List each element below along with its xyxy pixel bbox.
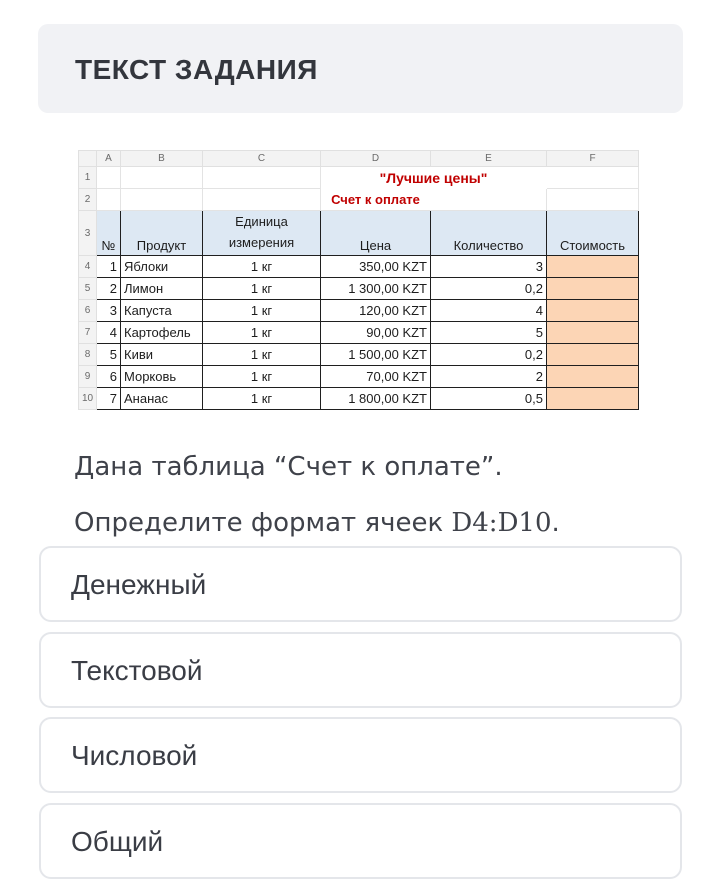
sheet-title: "Лучшие цены" bbox=[379, 169, 488, 186]
column-header-e: E bbox=[431, 151, 547, 167]
table-row bbox=[79, 256, 639, 278]
cell-cost bbox=[547, 278, 639, 300]
cell-number: 4 bbox=[97, 322, 121, 344]
row-number: 5 bbox=[79, 278, 97, 300]
answer-option-number[interactable] bbox=[39, 717, 682, 793]
spreadsheet-image bbox=[78, 150, 638, 414]
cell-product: Капуста bbox=[121, 300, 203, 322]
answer-option-label: Денежный bbox=[71, 569, 207, 600]
cell-unit: 1 кг bbox=[203, 344, 321, 366]
header-unit: Единица измерения bbox=[203, 211, 321, 256]
cell-cost bbox=[547, 300, 639, 322]
cell-price: 120,00 KZT bbox=[321, 300, 431, 322]
cell-quantity: 5 bbox=[431, 322, 547, 344]
cell-quantity: 0,5 bbox=[431, 388, 547, 410]
corner-cell bbox=[79, 151, 97, 167]
cell-range-reference: D4:D10 bbox=[451, 508, 552, 538]
cell-quantity: 3 bbox=[431, 256, 547, 278]
cell-quantity: 0,2 bbox=[431, 344, 547, 366]
cell-cost bbox=[547, 344, 639, 366]
question-line-1: Дана таблица “Счет к оплате”. bbox=[74, 452, 503, 482]
cell-unit: 1 кг bbox=[203, 388, 321, 410]
cell-number: 5 bbox=[97, 344, 121, 366]
cell-unit: 1 кг bbox=[203, 300, 321, 322]
answer-option-currency[interactable] bbox=[39, 546, 682, 622]
row-number: 3 bbox=[79, 211, 97, 256]
column-header-a: A bbox=[97, 151, 121, 167]
cell-number: 3 bbox=[97, 300, 121, 322]
table-header-row bbox=[79, 211, 639, 256]
cell-unit: 1 кг bbox=[203, 366, 321, 388]
cell-unit: 1 кг bbox=[203, 278, 321, 300]
header-quantity: Количество bbox=[431, 211, 547, 256]
sheet-row-2 bbox=[79, 189, 639, 211]
table-row bbox=[79, 300, 639, 322]
cell-price: 90,00 KZT bbox=[321, 322, 431, 344]
row-number: 7 bbox=[79, 322, 97, 344]
cell-quantity: 4 bbox=[431, 300, 547, 322]
cell-product: Картофель bbox=[121, 322, 203, 344]
cell-quantity: 0,2 bbox=[431, 278, 547, 300]
cell-product: Морковь bbox=[121, 366, 203, 388]
question-line-2 bbox=[74, 508, 560, 538]
question-suffix: . bbox=[551, 508, 560, 538]
cell-cost bbox=[547, 256, 639, 278]
question-prefix: Определите формат ячеек bbox=[74, 508, 452, 538]
column-header-b: B bbox=[121, 151, 203, 167]
cell-quantity: 2 bbox=[431, 366, 547, 388]
table-row bbox=[79, 366, 639, 388]
cell-price: 1 800,00 KZT bbox=[321, 388, 431, 410]
cell-number: 1 bbox=[97, 256, 121, 278]
row-number: 6 bbox=[79, 300, 97, 322]
answer-option-general[interactable] bbox=[39, 803, 682, 879]
column-header-f: F bbox=[547, 151, 639, 167]
header-price: Цена bbox=[321, 211, 431, 256]
cell-unit: 1 кг bbox=[203, 322, 321, 344]
cell-price: 1 500,00 KZT bbox=[321, 344, 431, 366]
cell-product: Лимон bbox=[121, 278, 203, 300]
answer-option-label: Общий bbox=[71, 826, 164, 857]
cell-number: 6 bbox=[97, 366, 121, 388]
column-header-row bbox=[79, 151, 639, 167]
header-cost: Стоимость bbox=[547, 211, 639, 256]
cell-number: 7 bbox=[97, 388, 121, 410]
cell-price: 70,00 KZT bbox=[321, 366, 431, 388]
cell-product: Яблоки bbox=[121, 256, 203, 278]
column-header-c: C bbox=[203, 151, 321, 167]
answer-option-label: Числовой bbox=[71, 740, 198, 771]
sheet-row-1 bbox=[79, 167, 639, 189]
cell-cost bbox=[547, 388, 639, 410]
row-number: 8 bbox=[79, 344, 97, 366]
cell-cost bbox=[547, 366, 639, 388]
row-number: 9 bbox=[79, 366, 97, 388]
header-number: № bbox=[97, 211, 121, 256]
table-row bbox=[79, 344, 639, 366]
answer-option-text[interactable] bbox=[39, 632, 682, 708]
sheet-subtitle: Счет к оплате bbox=[321, 189, 431, 211]
row-number: 2 bbox=[79, 189, 97, 211]
column-header-d: D bbox=[321, 151, 431, 167]
task-header bbox=[38, 24, 683, 113]
table-row bbox=[79, 322, 639, 344]
cell-price: 1 300,00 KZT bbox=[321, 278, 431, 300]
cell-product: Киви bbox=[121, 344, 203, 366]
header-product: Продукт bbox=[121, 211, 203, 256]
cell-number: 2 bbox=[97, 278, 121, 300]
cell-product: Ананас bbox=[121, 388, 203, 410]
cell-price: 350,00 KZT bbox=[321, 256, 431, 278]
cell-cost bbox=[547, 322, 639, 344]
answer-option-label: Текстовой bbox=[71, 655, 203, 686]
row-number: 1 bbox=[79, 167, 97, 189]
cell-unit: 1 кг bbox=[203, 256, 321, 278]
row-number: 10 bbox=[79, 388, 97, 410]
table-row bbox=[79, 388, 639, 410]
table-row bbox=[79, 278, 639, 300]
task-title: ТЕКСТ ЗАДАНИЯ bbox=[75, 54, 318, 85]
row-number: 4 bbox=[79, 256, 97, 278]
